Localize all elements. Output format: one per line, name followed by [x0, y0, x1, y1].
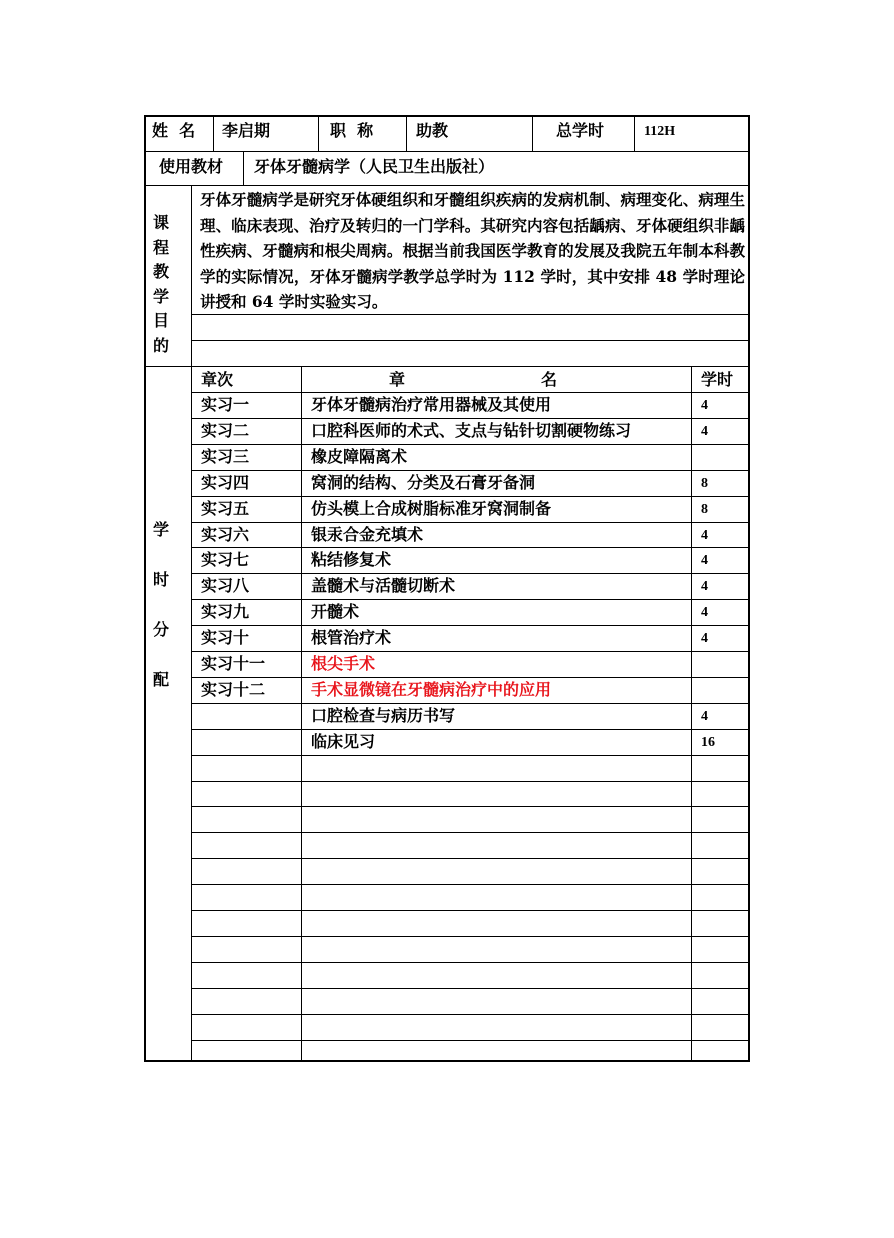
row-name: 牙体牙髓病治疗常用器械及其使用: [311, 395, 552, 414]
row-name: 仿头模上合成树脂标准牙窝洞制备: [311, 498, 552, 518]
divider: [144, 185, 750, 186]
purpose-label-char: 的: [153, 335, 170, 355]
row-chapter: 实习四: [201, 472, 250, 492]
row-hours: 4: [701, 605, 708, 621]
row-divider: [191, 910, 750, 911]
row-chapter: 实习十一: [201, 654, 266, 673]
row-divider: [191, 651, 750, 652]
row-divider: [191, 496, 750, 497]
table-border-right: [748, 115, 750, 1062]
textbook-value: 牙体牙髓病学（人民卫生出版社）: [254, 157, 495, 176]
row-divider: [191, 1014, 750, 1015]
row-hours: 8: [701, 501, 708, 517]
row-hours: 8: [701, 475, 708, 491]
row-chapter: 实习七: [201, 550, 250, 570]
row-divider: [191, 1040, 750, 1041]
row-hours: 4: [701, 579, 708, 595]
row-divider: [191, 522, 750, 523]
purpose-label-char: 目: [153, 311, 170, 330]
total-hours-label: 总学时: [556, 121, 605, 140]
divider: [634, 115, 635, 151]
row-hours: 4: [701, 423, 708, 439]
row-divider: [191, 781, 750, 782]
row-name: 盖髓术与活髓切断术: [311, 576, 456, 596]
row-chapter: 实习三: [201, 446, 250, 466]
row-divider: [191, 936, 750, 937]
row-chapter: 实习五: [201, 498, 250, 518]
title-value: 助教: [416, 121, 449, 140]
purpose-label-char: 学: [153, 286, 170, 306]
row-divider: [191, 806, 750, 807]
title-label: 职 称: [330, 121, 374, 140]
row-name: 窝洞的结构、分类及石膏牙备洞: [311, 472, 536, 492]
row-divider: [191, 392, 750, 393]
row-name: 口腔科医师的术式、支点与钻针切割硬物练习: [311, 420, 632, 440]
divider: [144, 151, 750, 152]
allocation-label-char: 学: [153, 520, 170, 539]
row-name: 根管治疗术: [311, 628, 392, 648]
col-name-header-1: 章: [389, 370, 406, 389]
row-chapter: 实习一: [201, 395, 250, 414]
row-chapter: 实习十二: [201, 679, 266, 699]
total-hours-value: 112H: [644, 124, 676, 139]
col-name-header-2: 名: [541, 370, 558, 389]
row-name: 开髓术: [311, 602, 360, 622]
divider: [243, 151, 244, 185]
purpose-label-char: 程: [153, 237, 170, 257]
divider: [406, 115, 407, 151]
name-value: 李启期: [222, 121, 271, 140]
table-border-bottom: [144, 1060, 750, 1062]
row-divider: [191, 755, 750, 756]
col-hours-header: 学时: [701, 370, 734, 389]
row-divider: [191, 625, 750, 626]
row-divider: [191, 573, 750, 574]
row-name: 口腔检查与病历书写: [311, 705, 456, 725]
allocation-label-char: 时: [153, 570, 170, 589]
divider: [532, 115, 533, 151]
row-hours: 4: [701, 553, 708, 569]
table-border-top: [144, 115, 750, 117]
row-chapter: 实习十: [201, 628, 250, 648]
row-divider: [191, 599, 750, 600]
row-hours: 4: [701, 527, 708, 543]
divider: [191, 340, 750, 341]
row-chapter: 实习六: [201, 524, 250, 544]
row-divider: [191, 547, 750, 548]
row-chapter: 实习二: [201, 420, 250, 440]
row-name: 粘结修复术: [311, 550, 392, 570]
row-divider: [191, 418, 750, 419]
row-divider: [191, 470, 750, 471]
row-name: 银汞合金充填术: [311, 524, 424, 544]
row-divider: [191, 729, 750, 730]
row-divider: [191, 832, 750, 833]
row-chapter: 实习九: [201, 602, 250, 622]
purpose-label-char: 课: [153, 213, 170, 232]
row-divider: [191, 858, 750, 859]
row-hours: 4: [701, 708, 708, 724]
row-name: 临床见习: [311, 731, 376, 751]
row-hours: 4: [701, 631, 708, 647]
row-name: 手术显微镜在牙髓病治疗中的应用: [311, 679, 552, 699]
purpose-label-char: 教: [153, 262, 170, 281]
row-hours: 4: [701, 398, 708, 413]
row-divider: [191, 703, 750, 704]
row-chapter: 实习八: [201, 576, 250, 596]
col-chapter-header: 章次: [201, 370, 234, 389]
name-label: 姓 名: [152, 121, 196, 140]
row-divider: [191, 962, 750, 963]
row-divider: [191, 444, 750, 445]
divider: [318, 115, 319, 151]
row-divider: [191, 884, 750, 885]
row-name: 橡皮障隔离术: [311, 446, 408, 466]
row-name: 根尖手术: [311, 654, 376, 673]
divider: [191, 185, 192, 1060]
divider: [213, 115, 214, 151]
row-divider: [191, 988, 750, 989]
row-divider: [191, 677, 750, 678]
table-border-left: [144, 115, 146, 1062]
textbook-label: 使用教材: [159, 157, 224, 176]
divider: [144, 366, 750, 367]
row-hours: 16: [701, 734, 715, 750]
allocation-label-char: 配: [153, 670, 170, 689]
allocation-label-char: 分: [153, 620, 170, 639]
course-purpose-text: 牙体牙髓病学是研究牙体硬组织和牙髓组织疾病的发病机制、病理变化、病理生理、临床表现、治疗及转归的一门学科。其研究内容包括龋病、牙体硬组织非龋性疾病、牙髓病和根尖周病。根据当前我国医学教育的发展及我院五年制本科教学的实际情况，牙体牙髓病学教学总学时为 112 学时，其中安排 48 学时理论讲授和 64 学时实验实习。: [200, 190, 745, 311]
